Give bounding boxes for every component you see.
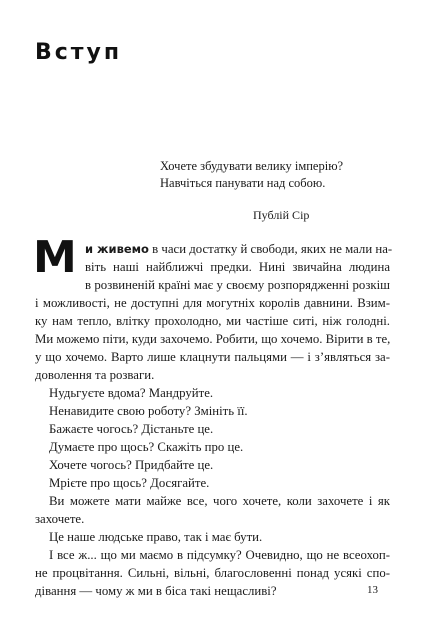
page-title: Вступ (35, 40, 123, 65)
text-line: Це наше людське право, так і має бути. (49, 530, 263, 544)
text-line: у що хочемо. Варто лише клацнути пальцями — і з’являться за- (35, 350, 390, 364)
text-line: Хочете чогось? Придбайте це. (49, 458, 214, 472)
text-line: Ви можете мати майже все, чого хочете, коли захочете і як (49, 494, 390, 508)
text-line: Мрієте про щось? Досягайте. (49, 476, 210, 490)
text-line: і можливості, не доступні для могутніх королів давнини. Взим- (35, 296, 390, 310)
text-line: не процвітання. Сильні, вільні, благословенні понад усякі спо- (35, 566, 390, 580)
text-line: Нудьгуєте вдома? Мандруйте. (49, 386, 214, 400)
page-number: 13 (367, 584, 378, 596)
text-segment: в часи достатку й свободи, яких не мали на- (148, 242, 393, 256)
text-line: Думаєте про щось? Скажіть про це. (49, 440, 244, 454)
epigraph-line: Навчіться панувати над собою. (160, 176, 326, 190)
lead-in-bold: и живемо (85, 242, 149, 256)
text-line: ку нам тепло, влітку прохолодно, ми частіше ситі, ніж голодні. (35, 314, 390, 328)
text-line: віть наші найближчі предки. Нині звичайна людина (85, 260, 390, 274)
epigraph-line: Хочете збудувати велику імперію? (160, 159, 344, 173)
text-line: захочете. (35, 512, 85, 526)
text-line: Ненавидите свою роботу? Змініть її. (49, 404, 248, 418)
text-line: доволення та розваги. (35, 368, 155, 382)
text-line: І все ж... що ми маємо в підсумку? Очевидно, що не всеохоп- (49, 548, 390, 562)
text-line: Бажаєте чогось? Дістаньте це. (49, 422, 214, 436)
text-line (85, 240, 393, 258)
text-line: Ми можемо піти, куди захочемо. Робити, що хочемо. Вірити в те, (35, 332, 391, 346)
text-line: в розвиненій країні має у своєму розпорядженні розкіш (85, 278, 390, 292)
epigraph-author: Публій Сір (253, 208, 310, 222)
drop-cap: М (33, 232, 77, 283)
text-line: дівання — чому ж ми в біса такі нещасливі? (35, 584, 277, 598)
